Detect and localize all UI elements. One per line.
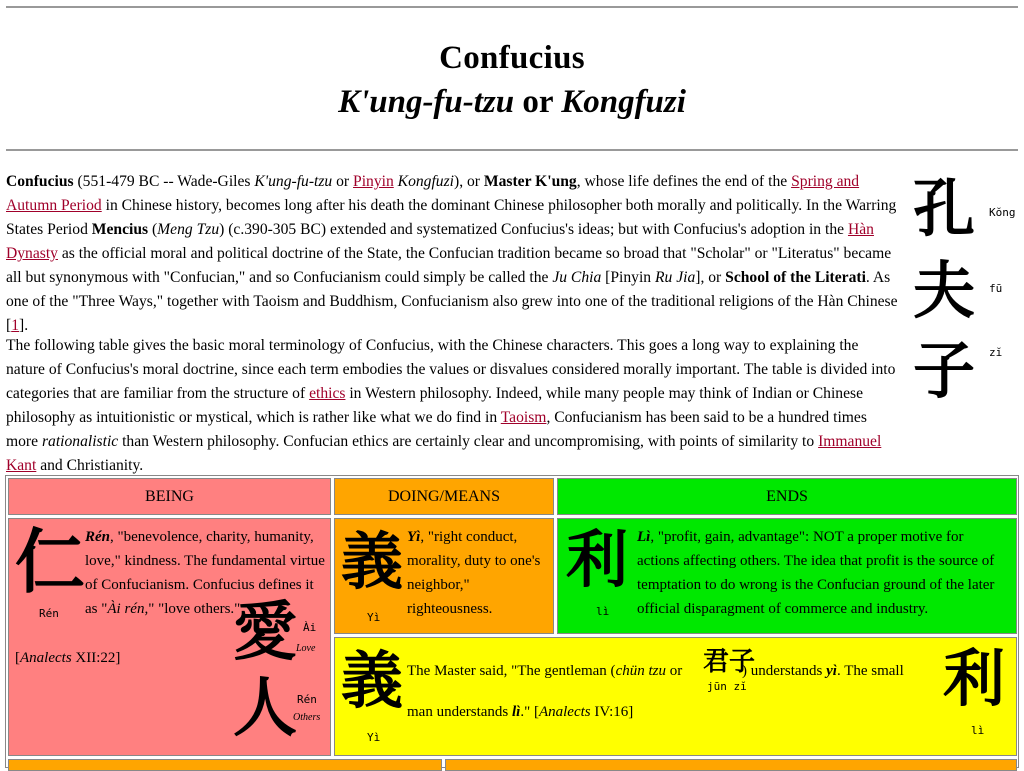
table-intro-paragraph: The following table gives the basic moral terminology of Confucius, with the Chinese characters. This goes a long way to explaining the nature of Confucius's moral doctrine, since each term embodies the values or disvalues considered morally important. The table is divided into categories that are familiar from the structure of ethics in Western philosophy. Indeed, while many people may think of Indian or Chinese philosophy as intuitionistic or mystical, which is rather like what we do find in Taoism, Confucianism has been said to be a hundred times more rationalistic than Western philosophy. Confucian ethics are certainly clear and uncompromising, with points of similarity to Immanuel Kant and Christianity. [6,337,896,474]
yi-pinyin: Yì [367,611,381,624]
quote-line-2: man understands lì." [Analects IV:16] [407,704,634,720]
header-rule [6,149,1018,151]
ai-char: 愛 [233,596,297,670]
junzi-pinyin: jūn zĭ [707,680,747,693]
ren2-pinyin: Rén [297,693,317,706]
header-being: BEING [8,478,331,515]
ren-text: Rén, "benevolence, charity, humanity, love," kindness. The fundamental virtue of Confucianism. Confucius defines it as "Ài rén," "love others." [85,529,325,617]
footnote-1-link[interactable]: 1 [11,317,19,334]
quote-li-pinyin: lì [971,724,985,737]
kong-char: 孔 [913,172,976,245]
quote-li-char: 利 [943,642,1006,715]
page-title: Confucius [439,40,585,76]
junzi-char: 君子 [703,647,756,677]
header-ends: ENDS [557,478,1017,515]
bottom-row-left [8,759,442,771]
zi-pinyin: zĭ [989,346,1003,359]
li-char: 利 [566,523,629,596]
han-dynasty-link[interactable]: Hàn Dynasty [6,221,874,262]
ai-gloss: Love [296,643,316,654]
ai-pinyin: Ài [303,621,317,634]
spring-autumn-link[interactable]: Spring and Autumn Period [6,173,860,214]
subtitle-pinyin: Kongfuzi [561,84,686,120]
yi-text: Yì, "right conduct, morality, duty to one's neighbor," righteousness. [407,529,541,617]
ren2-gloss: Others [293,712,321,723]
ren-ref: [Analects XII:22] [15,650,121,666]
pinyin-link[interactable]: Pinyin [353,173,394,190]
page-subtitle [0,84,1024,121]
fu-char: 夫 [913,254,976,327]
quote-cell [334,637,1017,756]
intro-paragraph: Confucius (551-479 BC -- Wade-Giles K'ung-fu-tzu or Pinyin Kongfuzi), or Master K'ung, whose life defines the end of the Spring and Autumn Period in Chinese history, becomes long after his death the dominant Chinese philosopher both morally and politically. In the Warring States Period Mencius (Meng Tzu) (c.390-305 BC) extended and systematized Confucius's ideas; but with Confucius's adoption in the Hàn Dynasty as the official moral and political doctrine of the State, the Confucian tradition became so broad that "Scholar" or "Literatus" became all but synonymous with "Confucian," and so Confucianism could simply be called the Ju Chia [Pinyin Ru Jia], or School of the Literati. As one of the "Three Ways," together with Taoism and Buddhism, Confucianism also grew into one of the traditional religions of the Hàn Chinese [1]. [6,173,898,334]
top-rule [6,6,1018,8]
header-doing: DOING/MEANS [334,478,554,515]
ren-cell [8,518,331,756]
bottom-row-right [445,759,1017,771]
zi-char: 子 [913,334,976,407]
ethics-link[interactable]: ethics [309,385,346,402]
taoism-link[interactable]: Taoism [500,409,547,426]
ren2-char: 人 [233,672,297,746]
fu-pinyin: fū [989,282,1003,295]
yi-cell [334,518,554,634]
ren-char: 仁 [15,521,85,603]
quote-yi-pinyin: Yì [367,731,381,744]
ren-pinyin: Rén [39,607,59,620]
li-text: Lì, "profit, gain, advantage": NOT a proper motive for actions affecting others. The idea that profit is the source of temptation to do wrong is the Confucian ground of the later official disparagment of commerce and industry. [637,529,995,617]
quote-line-1: The Master said, "The gentleman (chün tzu or ) understands yì. The small [407,663,904,679]
subtitle-wade-giles: K'ung-fu-tzu [338,84,515,120]
kong-pinyin: Kŏng [989,206,1016,219]
kant-link[interactable]: Immanuel Kant [6,433,882,474]
subtitle-or: or [514,84,562,120]
li-cell [557,518,1017,634]
li-pinyin: lì [596,605,610,618]
quote-yi-char: 義 [341,644,404,717]
yi-char: 義 [341,525,404,598]
